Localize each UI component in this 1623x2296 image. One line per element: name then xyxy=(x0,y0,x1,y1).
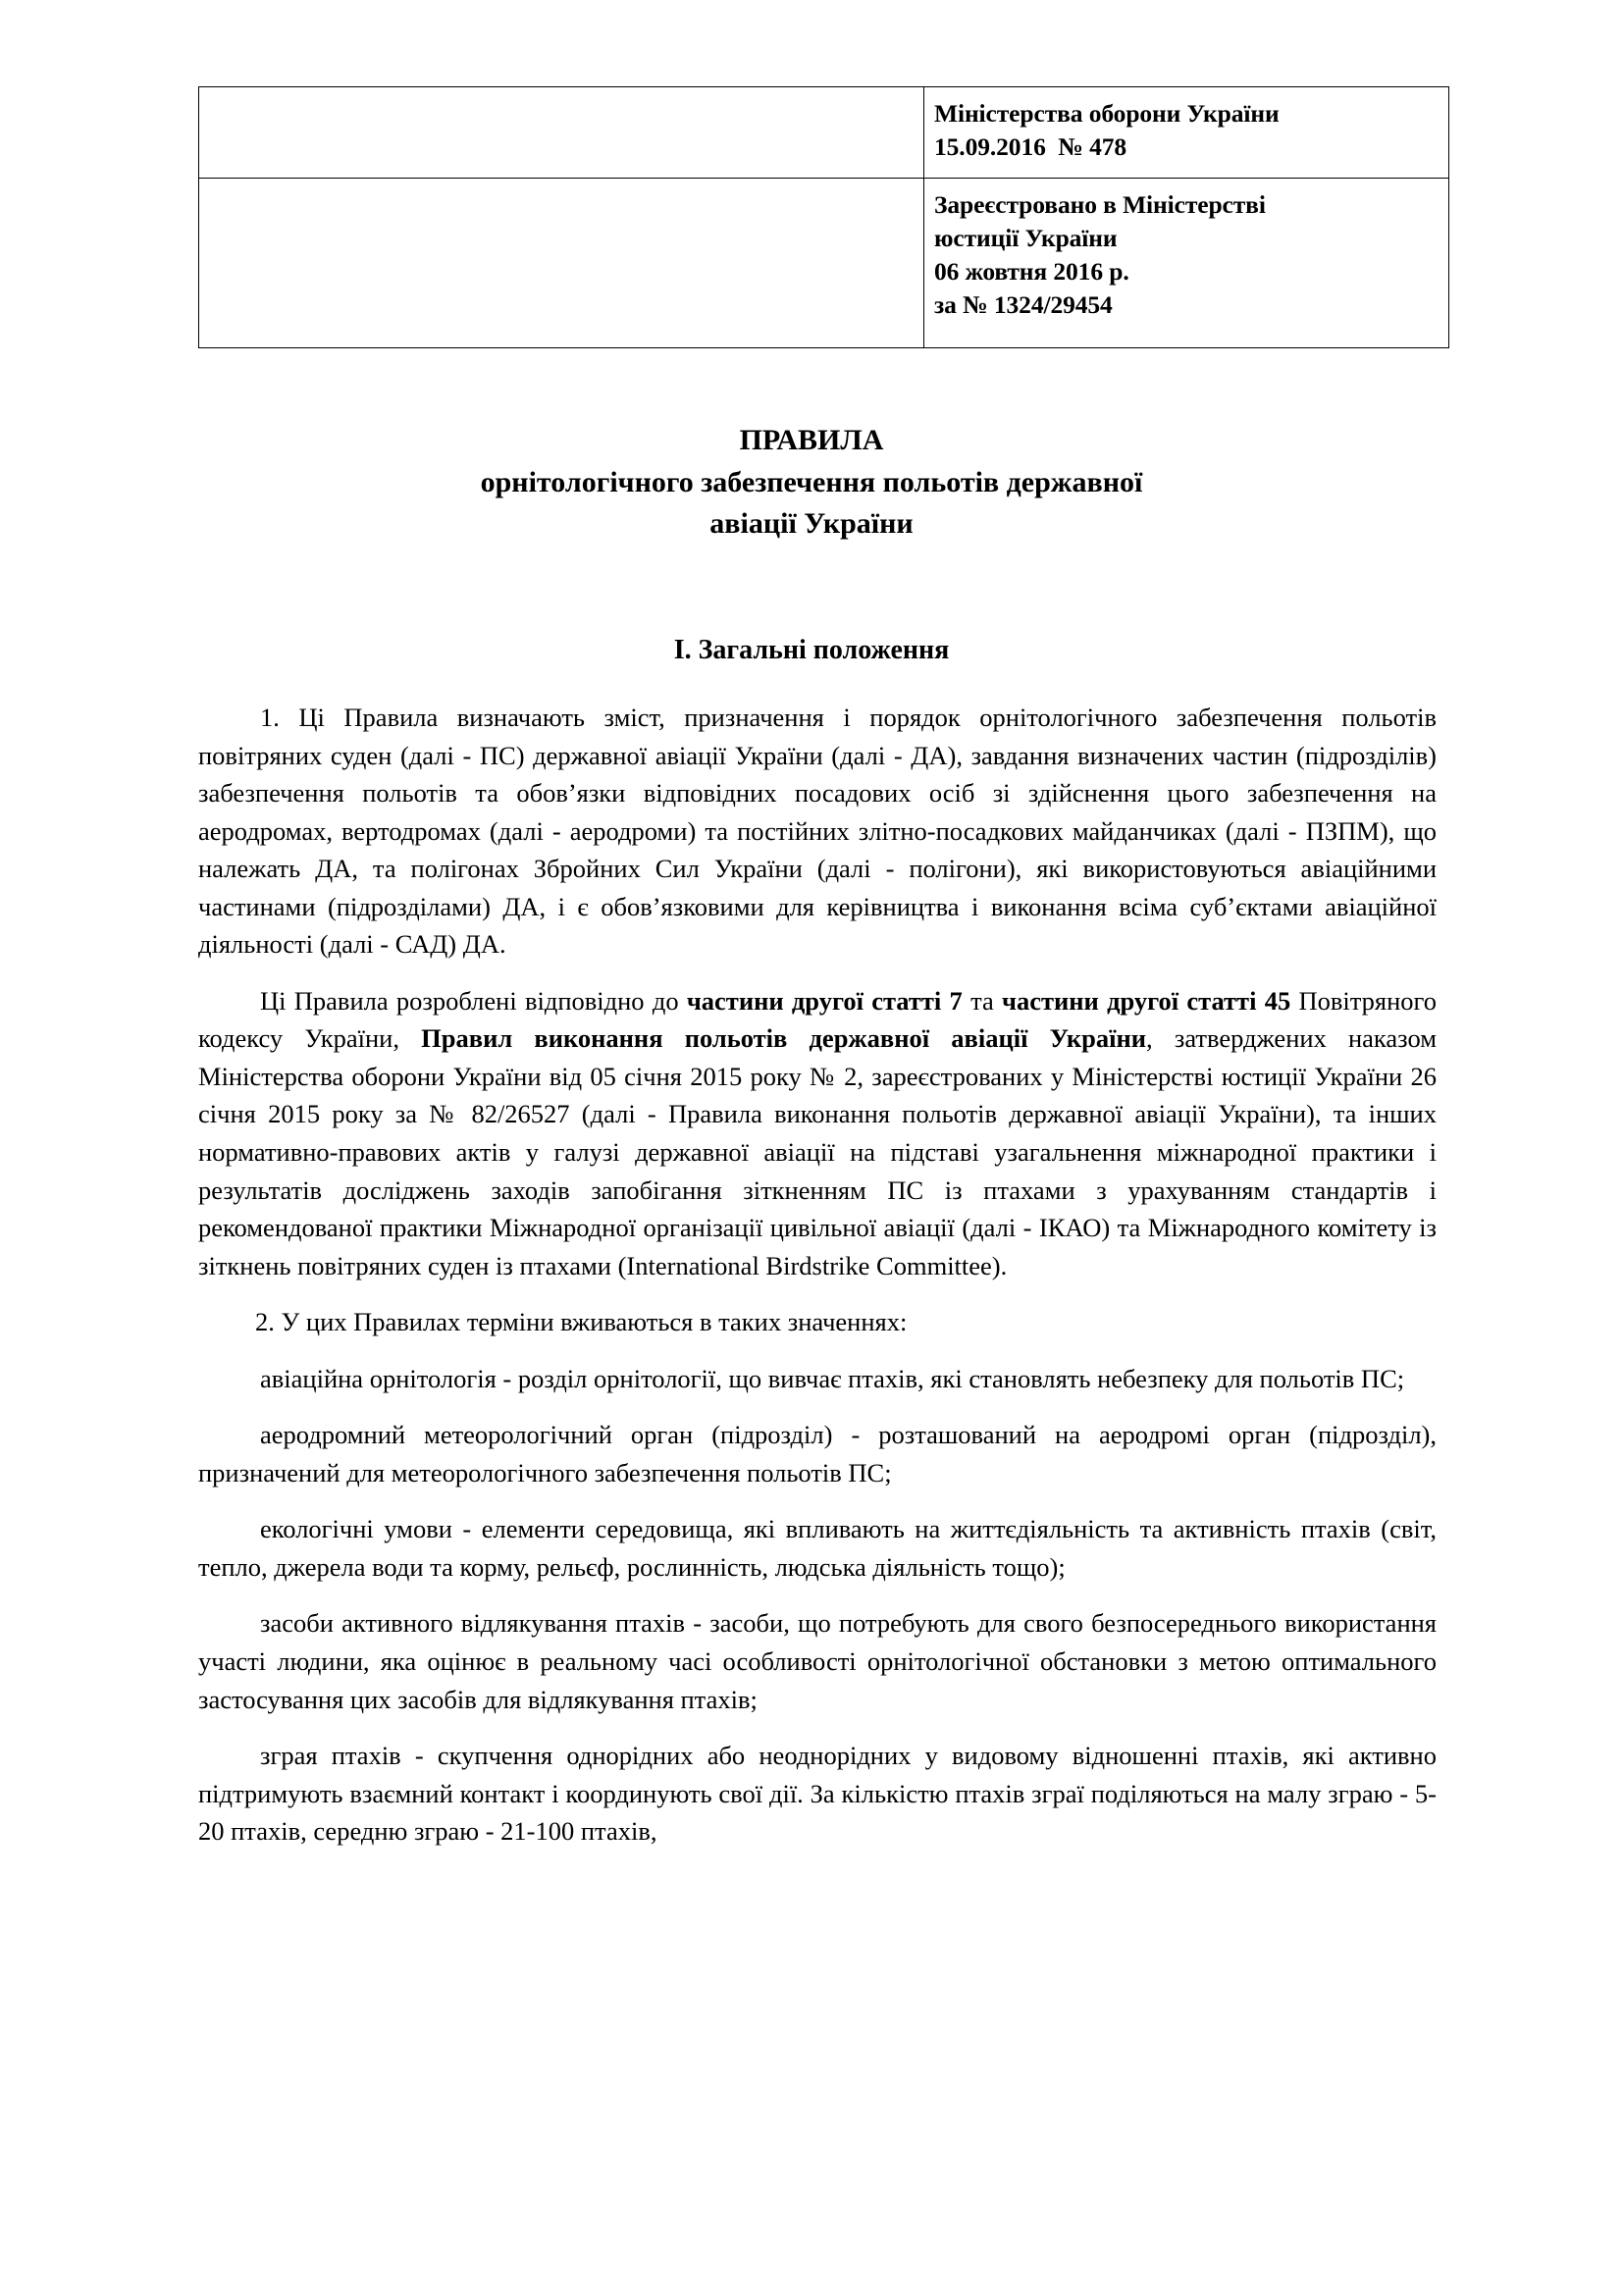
title-line-1: ПРАВИЛА xyxy=(739,424,884,456)
registration-line-2: юстиції України xyxy=(934,223,1118,252)
definition-ecological-conditions: екологічні умови - елементи середовища, які впливають на життєдіяльність та активність птахів (світ, тепло, джерела води та корму, рельєф, рослинність, людська діяльність тощо); xyxy=(198,1514,1437,1582)
definition-aviation-ornithology: авіаційна орнітологія - розділ орнітології, що вивчає птахів, які становлять небезпеку для польотів ПС; xyxy=(260,1363,1405,1393)
approval-line-1: Міністерства оборони України xyxy=(934,99,1280,128)
paragraph-3: 2. У цих Правилах терміни вживаються в таких значеннях: xyxy=(255,1307,908,1337)
page-title xyxy=(0,420,1623,546)
registration-table xyxy=(198,86,1449,348)
section-heading: І. Загальні положення xyxy=(673,635,950,665)
paragraph-1: 1. Ці Правила визначають зміст, призначення і порядок орнітологічного забезпечення польотів повітряних суден (далі - ПС) державної авіації України (далі - ДА), завдання визначених частин (підрозділів) забезпечення польотів та обов’язки відповідних посадових осіб зі здійснення цього забезпечення на аеродромах, вертодромах (далі - аеродроми) та постійних злітно-посадкових майданчиках (далі - ПЗПМ), що належать ДА, та полігонах Збройних Сил України (далі - полігони), які використовуються авіаційними частинами (підрозділами) ДА, і є обов’язковими для керівництва і виконання всіма суб’єктами авіаційної діяльності (далі - САД) ДА. xyxy=(198,703,1437,960)
p2-text-1: Ці Правила розроблені відповідно до xyxy=(260,985,687,1016)
approval-line-2: 15.09.2016 № 478 xyxy=(934,131,1127,161)
paragraph-2 xyxy=(198,982,1437,1284)
registration-blank-cell-2 xyxy=(199,178,924,347)
document-body xyxy=(198,699,1437,1851)
definition-aerodrome-met-office: аеродромний метеорологічний орган (підрозділ) - розташований на аеродромі орган (підрозділ), призначений для метеорологічного забезпечення польотів ПС; xyxy=(198,1420,1437,1487)
registration-line-3: 06 жовтня 2016 р. xyxy=(934,256,1129,286)
registration-line-4: за № 1324/29454 xyxy=(934,289,1113,319)
p2-bold-1: частини другої статті 7 xyxy=(686,985,963,1016)
definition-active-deterrence: засоби активного відлякування птахів - засоби, що потребують для свого безпосереднього використання участі людини, яка оцінює в реальному часі особливості орнітологічної обстановки з метою оптимального застосування цих засобів для відлякування птахів; xyxy=(198,1608,1437,1714)
registration-line-1: Зареєстровано в Міністерстві xyxy=(934,189,1266,219)
definition-bird-flock: зграя птахів - скупчення однорідних або неоднорідних у видовому відношенні птахів, які активно підтримують взаємний контакт і координують свої дії. За кількістю птахів зграї поділяються на малу зграю - 5-20 птахів, середню зграю - 21-100 птахів, xyxy=(198,1741,1437,1847)
registration-blank-cell-1 xyxy=(199,87,924,179)
table-row xyxy=(199,178,1449,347)
title-line-2: орнітологічного забезпечення польотів державної xyxy=(480,465,1143,498)
approval-cell xyxy=(924,87,1449,179)
p2-bold-2: частини другої статті 45 xyxy=(1002,985,1291,1016)
title-line-3: авіації України xyxy=(709,507,914,541)
p2-text-4: , затверджених наказом Міністерства оборони України від 05 січня 2015 року № 2, зареєстрованих у Міністерстві юстиції України 26 січня 2015 року за № 82/26527 (далі - Правила виконання польотів державної авіації України), та інших нормативно-правових актів у галузі державної авіації на підставі узагальнення міжнародної практики і результатів досліджень заходів запобігання зіткненням ПС із птахами з урахуванням стандартів і рекомендованої практики Міжнародної організації цивільної авіації (далі - ІКАО) та Міжнародного комітету із зіткнень повітряних суден із птахами (International Birdstrike Committee). xyxy=(198,1023,1437,1280)
table-row xyxy=(199,87,1449,179)
p2-text-2: та xyxy=(962,985,1003,1016)
registration-cell xyxy=(924,178,1449,347)
p2-text-3: Повітряного кодексу України, xyxy=(198,985,1437,1054)
p2-bold-3: Правил виконання польотів державної авіації України xyxy=(421,1023,1147,1054)
